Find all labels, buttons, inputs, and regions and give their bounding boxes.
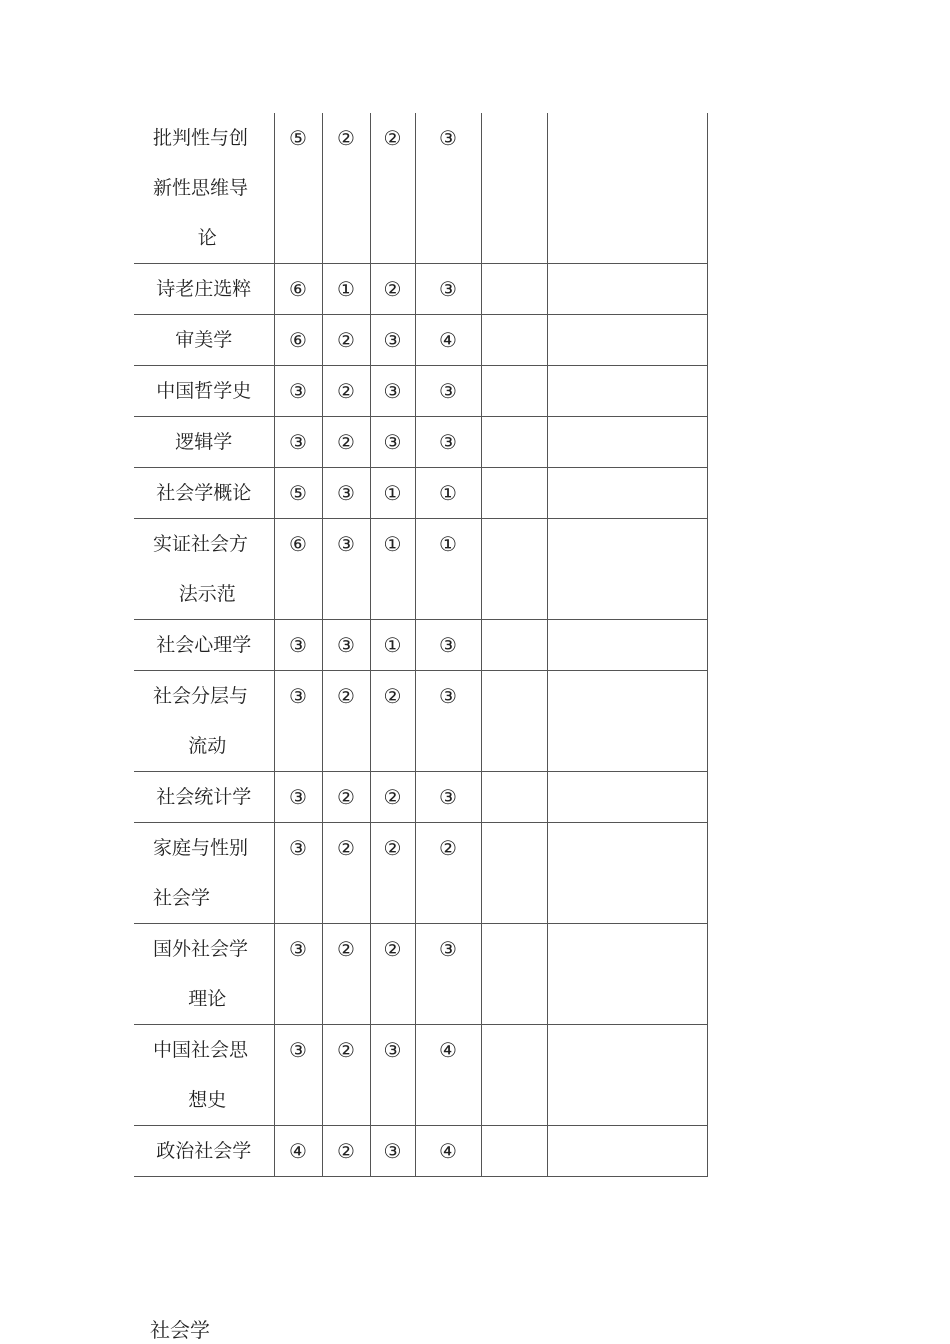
empty-cell: [547, 366, 707, 417]
empty-cell: [481, 924, 547, 1025]
score-cell: ②: [370, 924, 415, 1025]
score-cell: ①: [415, 519, 481, 620]
course-name-cell: [134, 366, 274, 417]
course-name-line: 逻辑学: [175, 431, 233, 453]
course-name-cell: [134, 772, 274, 823]
course-name-line: 批判性与创: [153, 127, 249, 149]
table-row: [134, 671, 707, 772]
empty-cell: [481, 519, 547, 620]
table-row: [134, 417, 707, 468]
score-cell: ②: [322, 417, 370, 468]
table-row: [134, 519, 707, 620]
score-cell: ④: [415, 315, 481, 366]
course-name-cell: [134, 113, 274, 264]
empty-cell: [481, 772, 547, 823]
score-cell: ①: [322, 264, 370, 315]
score-cell: ①: [370, 620, 415, 671]
score-cell: ①: [370, 519, 415, 620]
course-name-line: 实证社会方: [153, 533, 249, 555]
score-cell: ③: [415, 924, 481, 1025]
score-cell: ⑤: [274, 468, 322, 519]
course-name-cell: [134, 1126, 274, 1177]
course-name-cell: [134, 1025, 274, 1126]
score-cell: ⑥: [274, 519, 322, 620]
course-name-line: 法示范: [178, 583, 236, 605]
empty-cell: [481, 823, 547, 924]
empty-cell: [481, 264, 547, 315]
course-name-line: 流动: [188, 735, 227, 757]
score-cell: ③: [370, 1126, 415, 1177]
score-cell: ④: [415, 1126, 481, 1177]
score-cell: ②: [370, 823, 415, 924]
score-cell: ⑥: [274, 315, 322, 366]
score-cell: ③: [274, 671, 322, 772]
empty-cell: [547, 620, 707, 671]
course-name-line: 政治社会学: [156, 1140, 252, 1162]
empty-cell: [547, 671, 707, 772]
score-cell: ③: [415, 620, 481, 671]
course-name-line: 审美学: [175, 329, 233, 351]
empty-cell: [481, 113, 547, 264]
table-row: [134, 366, 707, 417]
score-cell: ③: [322, 620, 370, 671]
empty-cell: [481, 620, 547, 671]
table-row: [134, 468, 707, 519]
score-cell: ③: [322, 519, 370, 620]
score-cell: ②: [415, 823, 481, 924]
course-name-line: 社会分层与: [153, 685, 249, 707]
score-cell: ③: [415, 113, 481, 264]
score-cell: ②: [322, 823, 370, 924]
empty-cell: [547, 417, 707, 468]
score-cell: ②: [322, 366, 370, 417]
course-name-line: 论: [197, 227, 217, 249]
score-cell: ③: [322, 468, 370, 519]
score-cell: ②: [370, 671, 415, 772]
course-name-line: 想史: [188, 1089, 227, 1111]
score-cell: ①: [415, 468, 481, 519]
score-cell: ③: [370, 315, 415, 366]
empty-cell: [547, 772, 707, 823]
score-cell: ③: [274, 924, 322, 1025]
course-name-cell: [134, 417, 274, 468]
score-cell: ②: [322, 671, 370, 772]
course-name-line: 新性思维导: [153, 177, 249, 199]
empty-cell: [481, 468, 547, 519]
course-name-cell: [134, 620, 274, 671]
course-name-cell: [134, 264, 274, 315]
empty-cell: [481, 315, 547, 366]
table-row: [134, 1126, 707, 1177]
score-cell: ③: [370, 366, 415, 417]
course-name-line: 社会学: [153, 887, 211, 909]
course-name-cell: [134, 823, 274, 924]
course-name-line: 社会心理学: [156, 634, 252, 656]
score-cell: ②: [322, 1025, 370, 1126]
course-name-line: 家庭与性别: [153, 837, 249, 859]
table-row: [134, 264, 707, 315]
course-name-line: 诗老庄选粹: [156, 278, 252, 300]
empty-cell: [547, 823, 707, 924]
score-cell: ⑤: [274, 113, 322, 264]
empty-cell: [547, 468, 707, 519]
empty-cell: [547, 1126, 707, 1177]
score-cell: ③: [274, 417, 322, 468]
table-row: [134, 315, 707, 366]
score-cell: ②: [370, 772, 415, 823]
score-cell: ③: [274, 366, 322, 417]
course-name-cell: [134, 671, 274, 772]
empty-cell: [547, 315, 707, 366]
score-cell: ④: [274, 1126, 322, 1177]
empty-cell: [481, 366, 547, 417]
score-cell: ③: [274, 620, 322, 671]
score-cell: ③: [274, 1025, 322, 1126]
course-table: [134, 113, 708, 1177]
section-heading: 社会学: [150, 1318, 210, 1342]
score-cell: ③: [274, 823, 322, 924]
score-cell: ②: [370, 264, 415, 315]
table-body: [134, 113, 707, 1177]
table-row: [134, 823, 707, 924]
score-cell: ②: [322, 113, 370, 264]
course-name-line: 社会统计学: [156, 786, 252, 808]
course-name-cell: [134, 315, 274, 366]
course-name-cell: [134, 468, 274, 519]
score-cell: ③: [415, 366, 481, 417]
course-name-line: 理论: [188, 988, 227, 1010]
score-cell: ②: [370, 113, 415, 264]
score-cell: ③: [274, 772, 322, 823]
score-cell: ②: [322, 772, 370, 823]
course-name-cell: [134, 519, 274, 620]
course-name-line: 中国哲学史: [156, 380, 252, 402]
score-cell: ④: [415, 1025, 481, 1126]
course-name-cell: [134, 924, 274, 1025]
table-row: [134, 113, 707, 264]
score-cell: ③: [415, 417, 481, 468]
score-cell: ③: [415, 264, 481, 315]
score-cell: ②: [322, 315, 370, 366]
score-cell: ②: [322, 924, 370, 1025]
empty-cell: [481, 1025, 547, 1126]
score-cell: ③: [415, 671, 481, 772]
score-cell: ③: [415, 772, 481, 823]
empty-cell: [547, 113, 707, 264]
empty-cell: [547, 264, 707, 315]
empty-cell: [481, 1126, 547, 1177]
empty-cell: [547, 924, 707, 1025]
course-name-line: 社会学概论: [156, 482, 252, 504]
table-row: [134, 1025, 707, 1126]
empty-cell: [547, 1025, 707, 1126]
table-row: [134, 772, 707, 823]
empty-cell: [547, 519, 707, 620]
score-cell: ②: [322, 1126, 370, 1177]
table-row: [134, 620, 707, 671]
score-cell: ①: [370, 468, 415, 519]
score-cell: ⑥: [274, 264, 322, 315]
empty-cell: [481, 417, 547, 468]
score-cell: ③: [370, 1025, 415, 1126]
course-name-line: 国外社会学: [153, 938, 249, 960]
score-cell: ③: [370, 417, 415, 468]
course-name-line: 中国社会思: [153, 1039, 249, 1061]
table-row: [134, 924, 707, 1025]
empty-cell: [481, 671, 547, 772]
